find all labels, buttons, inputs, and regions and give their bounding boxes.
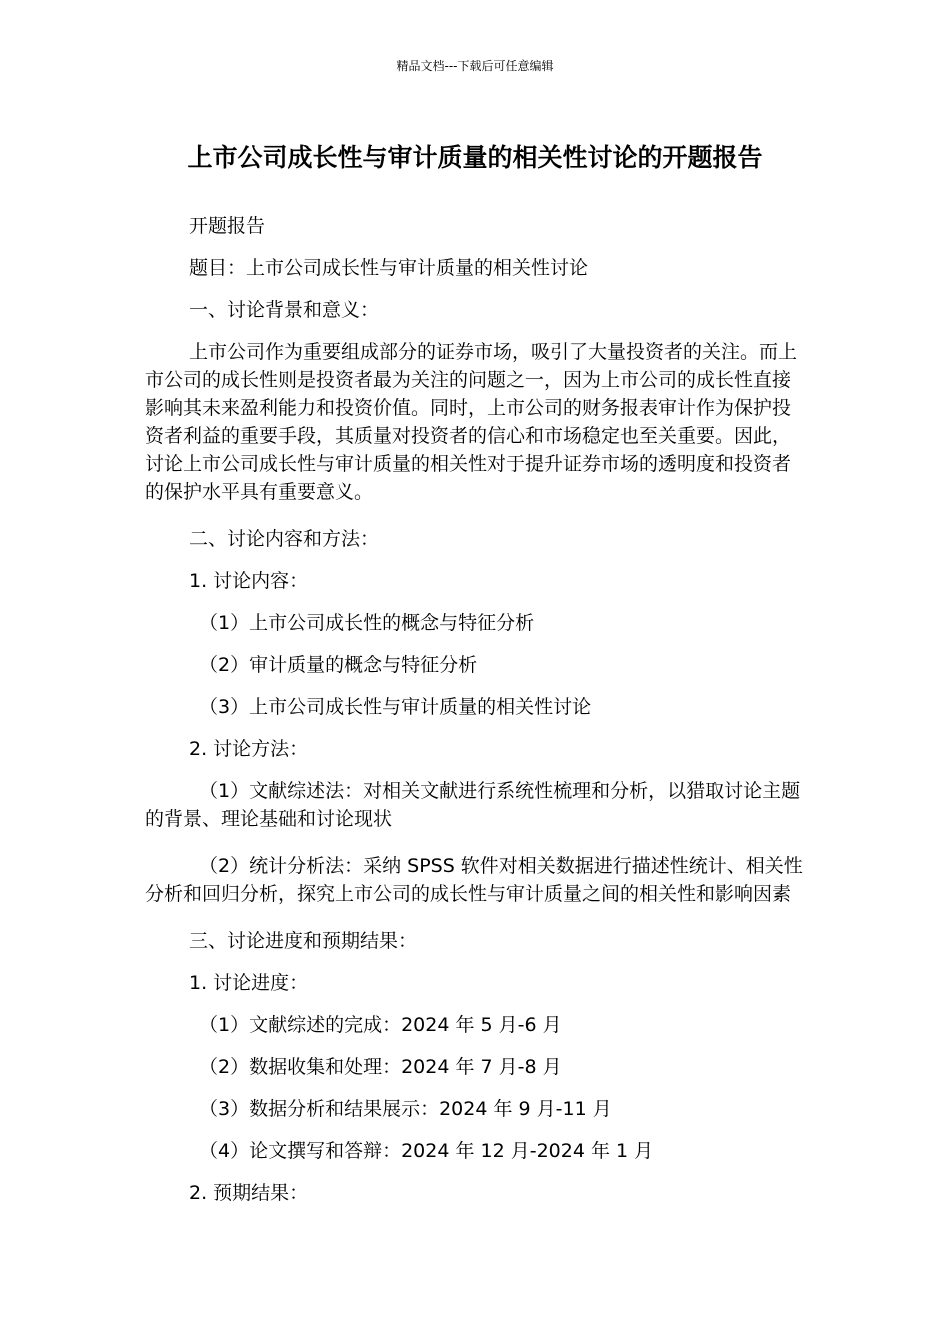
heading-background: 一、讨论背景和意义： [189, 299, 380, 321]
document-title: 上市公司成长性与审计质量的相关性讨论的开题报告 [187, 143, 763, 172]
subheading-expected-results: 2. 预期结果： [189, 1182, 309, 1204]
subheading-progress: 1. 讨论进度： [189, 972, 309, 994]
document-body [145, 212, 809, 1207]
section-label: 开题报告 [189, 215, 266, 237]
heading-content-methods: 二、讨论内容和方法： [189, 528, 380, 550]
list-item: （1）上市公司成长性的概念与特征分析 [199, 612, 535, 634]
subheading-content: 1. 讨论内容： [189, 570, 309, 592]
subheading-methods: 2. 讨论方法： [189, 738, 309, 760]
list-item: （2）数据收集和处理：2024 年 7 月-8 月 [199, 1056, 562, 1078]
list-item: （1）文献综述的完成：2024 年 5 月-6 月 [199, 1014, 562, 1036]
list-item: （2）审计质量的概念与特征分析 [199, 654, 478, 676]
list-item: （4）论文撰写和答辩：2024 年 12 月-2024 年 1 月 [199, 1140, 654, 1162]
paragraph-method-statistics: （2）统计分析法：采纳 SPSS 软件对相关数据进行描述性统计、相关性分析和回归分析，探究上市公司的成长性与审计质量之间的相关性和影响因素 [145, 855, 803, 905]
topic-line: 题目：上市公司成长性与审计质量的相关性讨论 [189, 257, 589, 279]
paragraph-background: 上市公司作为重要组成部分的证券市场，吸引了大量投资者的关注。而上市公司的成长性则是投资者最为关注的问题之一，因为上市公司的成长性直接影响其未来盈利能力和投资价值。同时，上市公司的财务报表审计作为保护投资者利益的重要手段，其质量对投资者的信心和市场稳定也至关重要。因此，讨论上市公司成长性与审计质量的相关性对于提升证券市场的透明度和投资者的保护水平具有重要意义。 [145, 341, 798, 503]
paragraph-method-literature: （1）文献综述法：对相关文献进行系统性梳理和分析，以猎取讨论主题的背景、理论基础和讨论现状 [145, 780, 801, 830]
list-item: （3）上市公司成长性与审计质量的相关性讨论 [199, 696, 592, 718]
page-header-note: 精品文档---下载后可任意编辑 [396, 59, 554, 73]
list-item: （3）数据分析和结果展示：2024 年 9 月-11 月 [199, 1098, 612, 1120]
heading-progress-results: 三、讨论进度和预期结果： [189, 930, 418, 952]
